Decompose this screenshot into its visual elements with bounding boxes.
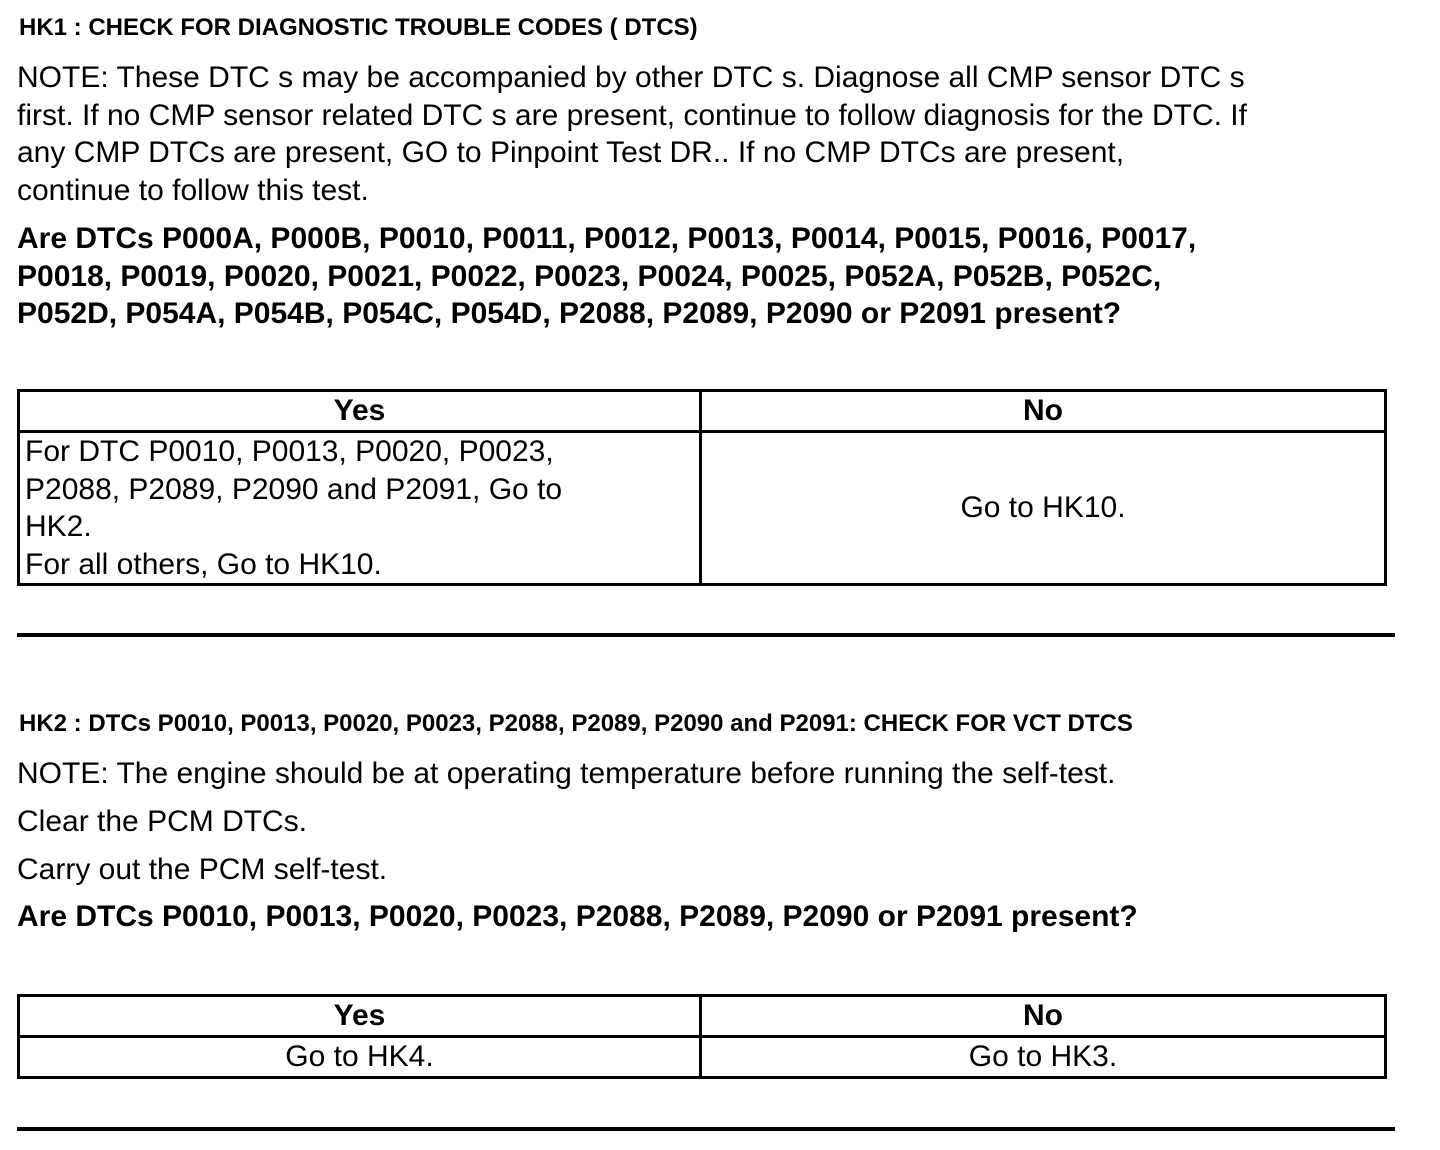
hk1-note	[17, 59, 1247, 209]
hk1-note-line: any CMP DTCs are present, GO to Pinpoint Test DR.. If no CMP DTCs are present,	[17, 136, 1125, 169]
hk1-note-line: continue to follow this test.	[17, 173, 369, 207]
hk1-question	[17, 220, 1196, 333]
hk1-note-line: first. If no CMP sensor related DTC s are present, continue to follow diagnosis for the DTC. If	[17, 98, 1247, 132]
hk2-yes-header: Yes	[19, 996, 701, 1037]
hk1-yes-line: For DTC P0010, P0013, P0020, P0023,	[25, 435, 554, 468]
hk1-yes-line: For all others, Go to HK10.	[25, 547, 382, 581]
hk1-note-line: NOTE: These DTC s may be accompanied by other DTC s. Diagnose all CMP sensor DTC s	[17, 61, 1245, 94]
hk1-yes-line: HK2.	[25, 510, 92, 543]
hk1-question-line: Are DTCs P000A, P000B, P0010, P0011, P0012, P0013, P0014, P0015, P0016, P0017,	[17, 222, 1197, 255]
hk2-question: Are DTCs P0010, P0013, P0020, P0023, P2088, P2089, P2090 or P2091 present?	[17, 900, 1138, 933]
hk2-step: NOTE: The engine should be at operating temperature before running the self-test.	[17, 757, 1116, 790]
hk1-no-header: No	[701, 391, 1386, 432]
hk1-no-cell: Go to HK10.	[701, 432, 1386, 585]
hk1-decision-table	[17, 389, 1387, 586]
hk2-no-header: No	[701, 996, 1386, 1037]
hk2-decision-table	[17, 994, 1387, 1079]
hk1-question-line: P0018, P0019, P0020, P0021, P0022, P0023, P0024, P0025, P052A, P052B, P052C,	[17, 259, 1162, 293]
hk2-header: HK2 : DTCs P0010, P0013, P0020, P0023, P2088, P2089, P2090 and P2091: CHECK FOR VCT DTCS	[19, 710, 1133, 737]
hk2-step: Clear the PCM DTCs.	[17, 805, 308, 838]
hk2-yes-cell: Go to HK4.	[19, 1037, 701, 1078]
hk2-no-cell: Go to HK3.	[701, 1037, 1386, 1078]
hk2-step: Carry out the PCM self-test.	[17, 853, 388, 886]
hk1-header: HK1 : CHECK FOR DIAGNOSTIC TROUBLE CODES ( DTCS)	[19, 14, 698, 41]
hk1-question-line: P052D, P054A, P054B, P054C, P054D, P2088, P2089, P2090 or P2091 present?	[17, 297, 1122, 330]
hk1-yes-cell	[19, 432, 701, 585]
section-divider	[17, 633, 1395, 637]
hk1-yes-line: P2088, P2089, P2090 and P2091, Go to	[25, 472, 563, 506]
hk1-yes-header: Yes	[19, 391, 701, 432]
section-divider	[17, 1127, 1395, 1131]
